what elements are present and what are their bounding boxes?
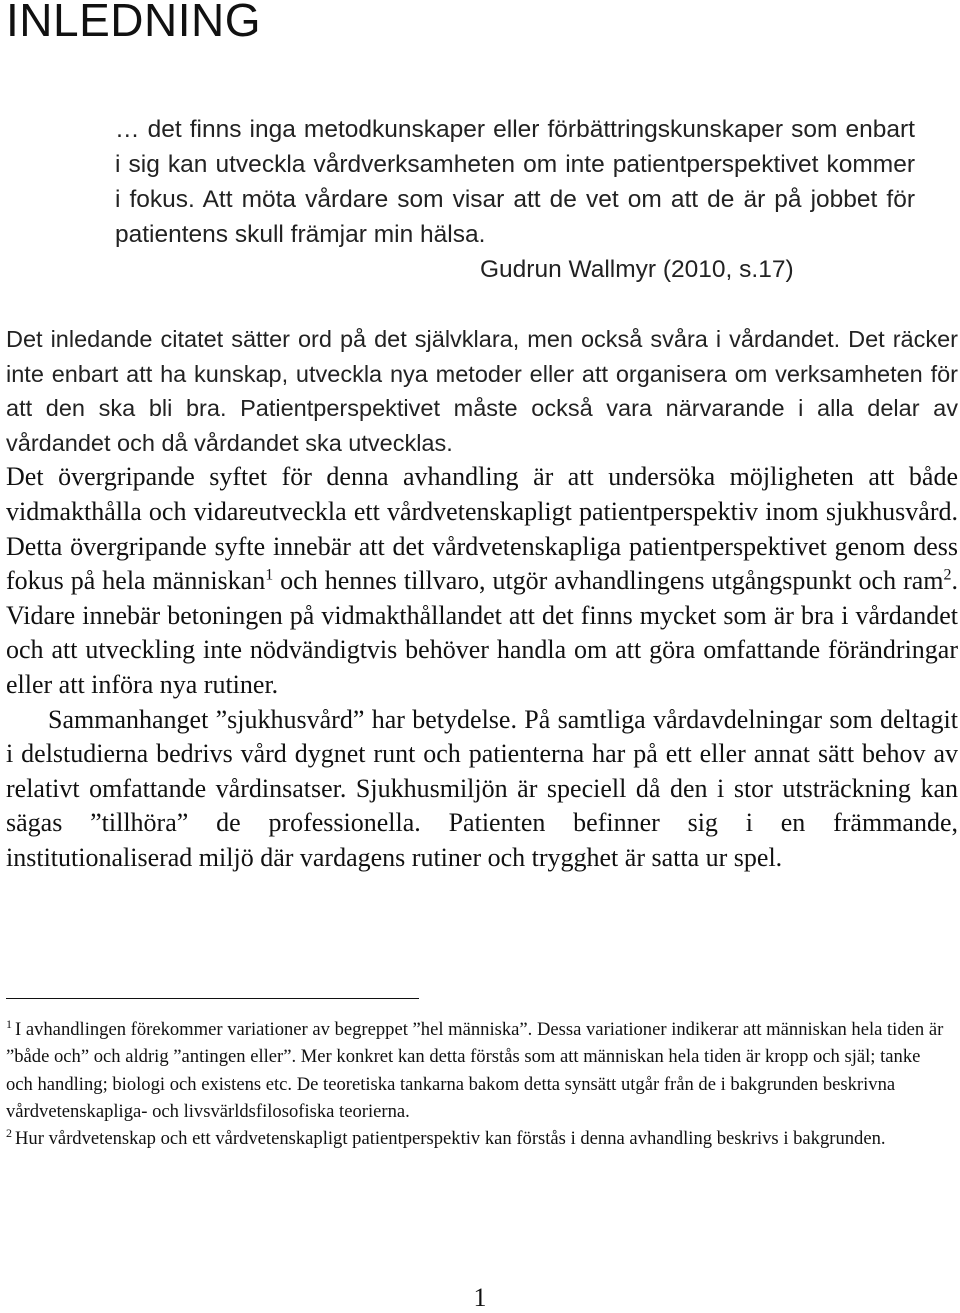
- paragraph-purpose-text-3: . Vidare innebär betoningen på vidmakthållandet att det finns mycket som är bra i vårdandet och att utveckling inte nödvändigtvis behöver handla om att göra omfattande förändringar eller att införa nya rutiner.: [6, 566, 958, 699]
- footnote-reference-1[interactable]: 1: [265, 566, 274, 584]
- footnote-1: [6, 1016, 946, 1125]
- epigraph-source: Gudrun Wallmyr (2010, s.17): [480, 256, 794, 283]
- page-number: 1: [473, 1283, 487, 1312]
- footnote-2: [6, 1125, 946, 1152]
- paragraph-purpose-text-2: och hennes tillvaro, utgör avhandlingens utgångspunkt och ram: [273, 566, 944, 596]
- footnote-reference-2[interactable]: 2: [943, 566, 952, 584]
- footnote-text-2: Hur vårdvetenskap och ett vårdvetenskapligt patientperspektiv kan förstås i denna avhandling beskrivs i bakgrunden.: [15, 1128, 886, 1150]
- body-text: [6, 322, 958, 876]
- paragraph-purpose-text-1: Det övergripande syftet för denna avhandling är att undersöka möjligheten att både vidmakthålla och vidareutveckla ett vårdvetenskapligt patientperspektiv inom sjukhusvård. Detta övergripande syfte innebär att det vårdvetenskapliga patientperspektivet genom dess fokus på hela människan: [6, 462, 958, 596]
- footnote-number-2: 2: [6, 1126, 12, 1140]
- epigraph-quote: … det finns inga metodkunskaper eller förbättringskunskaper som enbart i sig kan utveckla vårdverksamheten om inte patientperspektivet kommer i fokus. Att möta vårdare som visar att de vet om att de är på jobbet för patientens skull främjar min hälsa.: [115, 116, 915, 248]
- chapter-heading: INLEDNING: [6, 0, 261, 46]
- footnote-number-1: 1: [6, 1016, 12, 1031]
- footnote-text-1: I avhandlingen förekommer variationer av begreppet ”hel människa”. Dessa variationer indikerar att människan hela tiden är ”både och” och aldrig ”antingen eller”. Mer konkret kan detta förstås som att människan hela tiden är kropp och själ; tanke och handling; biologi och existens etc. De teoretiska tankarna bakom detta synsätt utgår från de i bakgrunden beskrivna vårdvetenskapliga- och livsvärldsfilosofiska teorierna.: [6, 1019, 944, 1122]
- paragraph-intro: Det inledande citatet sätter ord på det självklara, men också svåra i vårdandet. Det räcker inte enbart att ha kunskap, utveckla nya metoder eller att organisera om verksamheten för att den ska bli bra. Patientperspektivet måste också vara närvarande i alla delar av vårdandet och då vårdandet ska utvecklas.: [6, 326, 958, 456]
- footnotes: [6, 1016, 946, 1152]
- paragraph-purpose: [6, 460, 958, 702]
- footnote-divider: [6, 998, 419, 999]
- paragraph-context: Sammanhanget ”sjukhusvård” har betydelse. På samtliga vårdavdelningar som deltagit i delstudierna bedrivs vård dygnet runt och patienterna har på ett eller annat sätt behov av relativt omfattande vårdinsatser. Sjukhusmiljön är speciell då den i stor utsträckning kan sägas ”tillhöra” de professionella. Patienten befinner sig i en främmande, institutionaliserad miljö där vardagens rutiner och trygghet är satta ur spel.: [6, 704, 958, 872]
- epigraph: [115, 112, 915, 287]
